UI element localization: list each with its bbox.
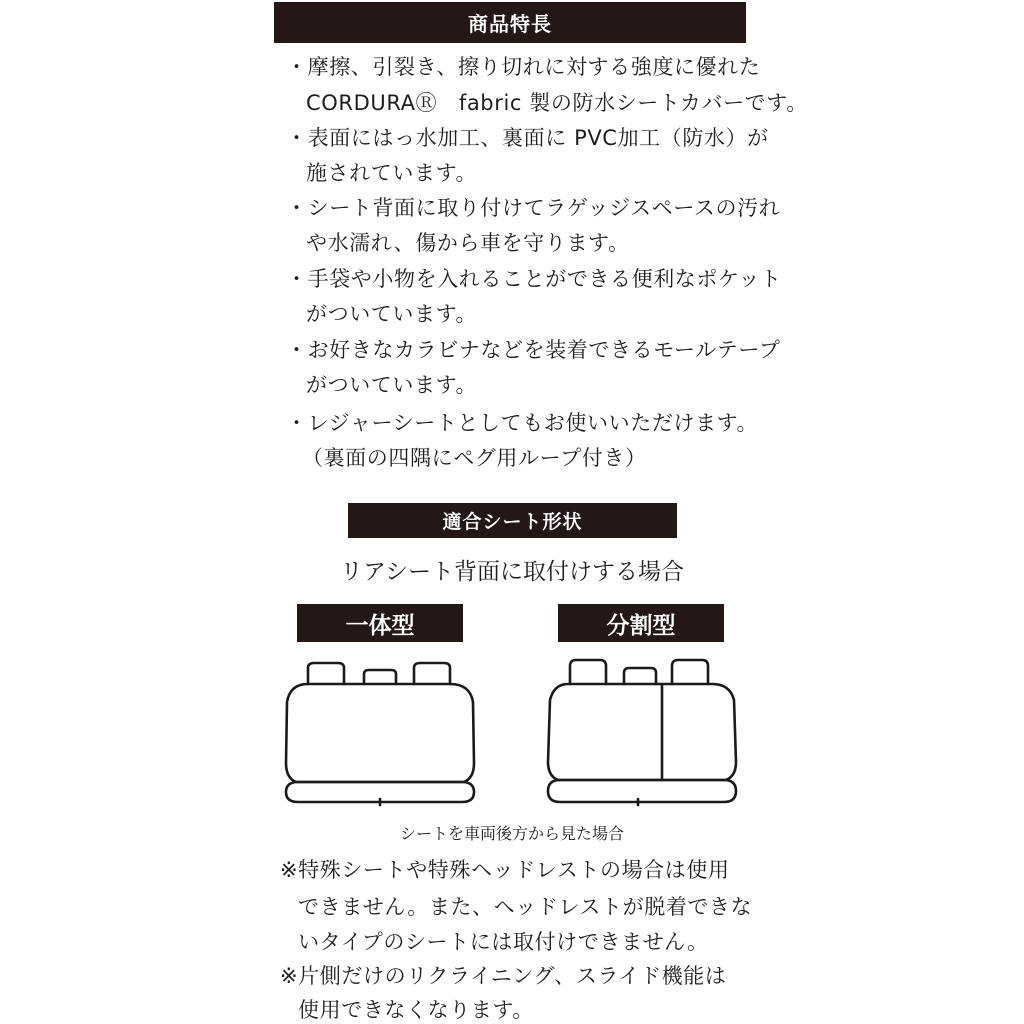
feature-line: ・レジャーシートとしてもお使いいただけます。 (286, 411, 759, 435)
note-line: ※片側だけのリクライニング、スライド機能は (280, 964, 727, 988)
split-label: 分割型 (606, 612, 676, 639)
feature-line: ・摩擦、引裂き、擦り切れに対する強度に優れた (286, 55, 761, 79)
feature-line: CORDURAⓇ fabric 製の防水シートカバーです。 (306, 91, 808, 115)
headrest-left (570, 660, 606, 684)
feature-line: （裏面の四隅にペグ用ループ付き） (302, 446, 647, 470)
headrest-center (364, 670, 396, 684)
seat-cushion (548, 780, 736, 802)
note-line: ※特殊シートや特殊ヘッドレストの場合は使用 (280, 858, 730, 882)
feature-line: ・表面にはっ水加工、裏面に PVC加工（防水）が (286, 126, 769, 150)
feature-line: ・お好きなカラビナなどを装着できるモールテープ (286, 338, 781, 362)
one-piece-label: 一体型 (345, 612, 415, 639)
compatibility-heading: 適合シート形状 (442, 511, 583, 533)
note-line: いタイプのシートには取付けできません。 (298, 930, 709, 954)
headrest-right (672, 660, 708, 684)
one-piece-label-bar (297, 604, 463, 642)
headrest-right (414, 663, 450, 684)
features-heading: 商品特長 (468, 12, 552, 36)
features-heading-bar (274, 2, 746, 43)
seat-back (548, 684, 736, 780)
note-line: 使用できなくなります。 (298, 998, 534, 1022)
illustration-caption: シートを車両後方から見た場合 (399, 824, 624, 843)
feature-line: がついています。 (306, 302, 478, 326)
feature-line: や水濡れ、傷から車を守ります。 (306, 231, 630, 255)
compatibility-subtitle: リアシート背面に取付けする場合 (339, 559, 685, 585)
feature-line: 施されています。 (306, 161, 478, 185)
note-line: できません。また、ヘッドレストが脱着できな (298, 895, 753, 919)
headrest-left (308, 663, 344, 684)
feature-line: ・手袋や小物を入れることができる便利なポケット (286, 267, 782, 291)
compatibility-heading-bar (348, 503, 677, 538)
one-piece-seat-illustration (280, 658, 480, 816)
headrest-center (624, 668, 656, 684)
split-label-bar (558, 604, 724, 642)
feature-line: ・シート背面に取り付けてラゲッジスペースの汚れ (286, 196, 781, 220)
feature-line: がついています。 (306, 373, 478, 397)
split-seat-illustration (542, 656, 742, 816)
seat-back (286, 684, 474, 782)
